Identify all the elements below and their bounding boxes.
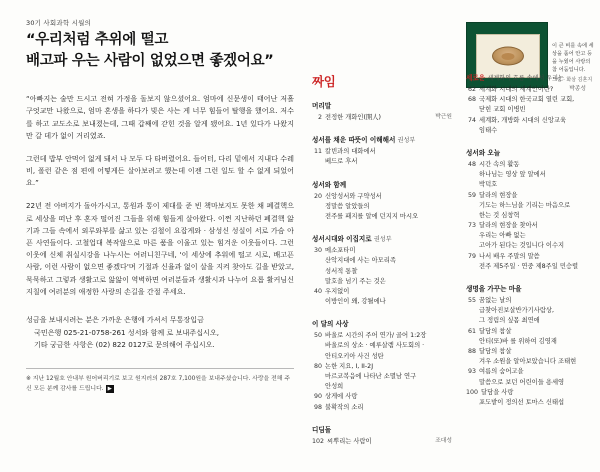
toc-entry-title[interactable]: 바울로의 상소 · 예루살렘 사도회의 · [325,342,425,350]
toc-entry-author: 김영재 [538,337,557,345]
article-paragraph: “아빠지는 술만 드시고 전혀 가정을 돌보지 않으셨어요. 엄마에 신문생이 태어난 저흘 구엇교만 나왔으로, 엄마 혼생을 하다가 빚은 사는 게 너무 힘들어 탈행을 했어요. 저수를 하고 교도소로 보내졌는데, 그때 갑째에 갇힌 것을 알게 됐어요. 1년 있다가 나왔지만 갈 데가 없이 거리였죠. [26,94,294,140]
toc-page-number: 90 [313,393,322,401]
toc-entry-author: 임태수 [479,126,498,134]
toc-entry[interactable] [466,221,586,231]
toc-page-number: 98 [313,403,322,411]
toc-entry-title: 씨뿌리는 사람이 [327,437,372,445]
toc-entry[interactable] [466,85,586,95]
toc-entry[interactable] [312,392,452,402]
toc-entry-title: 달담의 참살 [479,327,512,335]
toc-section-subtitle: 세계화의 흐름 속에서 우리는 [487,75,564,82]
toc-section-heading [466,147,586,157]
toc-entry-author: 민승렬 [559,262,579,270]
article-paragraph: 그런데 밥부 안먹어 없게 돼서 나 모두 다 타버렸어요. 들어터, 다리 밑에서 지내다 수레비, 폴런 같은 점 편에 어떻게든 살아보려고 했는데 이젠 그런 일도 할 수 없게 되었어요.” [26,153,294,188]
toc-entry-title-cont: 한는 것 [479,211,500,219]
toc-entry-title: 바울로 시간의 주어 연가/ 골어 1:2장 [325,332,427,340]
toc-page-number: 61 [467,327,476,335]
toc-entry[interactable] [466,252,586,262]
toc-entry-title[interactable]: 기도는 하느님을 기리는 마음으로 [479,201,571,209]
toc-entry-author: 박종성 [569,86,586,92]
toc-entry-title[interactable]: 우리는 아빠 없는 [479,232,526,240]
toc-section [312,134,452,167]
toc-page-number: 68 [467,96,476,104]
toc-entry-title[interactable]: 정말씀 알았들의 [325,202,370,210]
toc-section [466,72,586,136]
toc-page-number: 73 [467,222,476,230]
toc-page-number: 93 [467,368,476,376]
toc-entry-title[interactable]: 베드로 후서 [325,158,358,166]
toc-section [466,147,586,272]
toc-entry-title[interactable]: 마르코복음에 나타난 소멸남 연구 [325,373,417,380]
toc-section [312,424,452,447]
toc-page-number: 40 [313,287,322,295]
toc-section-heading [312,233,452,243]
toc-entry-author: 이수지 [545,242,565,250]
toc-entry-author: 심창혁 [501,211,520,219]
toc-entry-title[interactable] [466,105,586,115]
toc-page-number: 74 [467,116,476,124]
toc-entry[interactable] [466,327,586,337]
toc-entry-title: 논한 지요, I, II-2J [325,362,374,370]
table-of-contents [312,72,452,458]
toc-entry-author: 최연애 [521,317,540,325]
toc-entry-title-cont: 말씀으로 보던 어린이들 [479,378,544,386]
toc-page-number: 30 [313,247,322,255]
article-paragraph: 22년 전 아버지가 돌아가시고, 통원과 통이 제대를 준 빈 책마보지도 못한 채 폐결핵으로 세상을 떠난 후 혼자 떨어진 그들을 위해 힘들게 살아왔다. 이쩐 지난하던 폐결핵 앓기과 그들 속에서 외루와부를 삶고 있는 김철이 요잡게와 · 삼성신 성실이 서로 가슴 아픈 사연들이다. 고철업대 복작않으로 마른 품을 이울고 있는 힘겨운 이웃들이다. 그런 이웃에 신체 취실시강을 나누시는 여러니친구네, '이 세상에 추워에 떨고 시로, 배고픈 사람, 이런 사람이 없으면 좋겠다'며 기절과 신율과 없이 살을 지켜 찾아도 길을 받았고, 묵묵하고 그렇과 생활고로 앓앓이 역벽하면 여러분들과 생활시과 나누어 요롭 활커님신 지칠에 여러분의 애정한 사랑의 손길을 간절 주세요. [26,201,294,296]
toc-entry-title[interactable] [466,316,586,326]
toc-entry-title[interactable] [466,337,586,347]
donation-contact: 기타 궁금한 사항은 (02) 822 0127로 문의해여 주십시오. [34,340,215,350]
footnote-text: ※ 지난 12월호 안내부 원어버리기로 보고 원지러의 287호 7,100원을 보내주셨습니다. 사랑을 전해 주신 모든 분께 감사를 드립니다. [26,375,291,392]
toc-entry-title: 나서 배우 주말의 말씀 [479,252,540,260]
toc-section-title: 세로운 [466,74,486,82]
arrow-icon: ▶ [107,385,112,392]
cover-caption-text: 이 큰 비를 속에 세상을 품어 안고 등을 누웠어 사랑의 참 어둠입니다. [552,43,594,74]
donation-info [26,314,294,352]
toc-entry-title[interactable]: 안티오키아 사건 성탄 [325,352,384,360]
article-footnote [26,368,294,394]
toc-entry[interactable] [312,403,452,413]
toc-page-number: 102 [312,437,325,445]
toc-entry-title[interactable]: 이방인이 왜, 강될에나 [325,298,386,306]
toc-entry-title: 우지없이 [325,287,350,295]
toc-entry-title-cont: 안티(또)바 를 위하여 [479,337,537,345]
toc-entry[interactable] [466,347,586,357]
donation-account: 국민은행 025-21-0758-261 성서와 함께 로 보내주십시오, [34,327,220,337]
toc-entry-title[interactable] [466,262,586,272]
toc-section [312,179,452,223]
toc-entry-author: 박근원 [435,114,452,120]
toc-entry[interactable] [312,113,452,123]
toc-section-subtitle: 권성부 [373,236,392,244]
toc-entry-title[interactable]: 전주를 패지를 알에 던지지 마시오 [325,212,419,220]
article-body [26,93,294,298]
toc-page-number: 20 [313,192,322,200]
toc-entry-author: 조대성 [435,437,452,444]
toc-entry[interactable] [312,147,452,157]
toc-entry-title-cont: 그 정림의 싶몸 [479,317,520,325]
toc-entry[interactable] [312,192,452,202]
toc-entry-title[interactable]: 산악지대에 사는 아모리족 [325,257,396,265]
toc-page-number: 2 [317,114,322,121]
toc-entry-title: 달라의 현장을 [479,191,518,199]
toc-entry[interactable] [312,437,452,447]
toc-entry-title: 시간 속의 활동 [479,160,520,168]
toc-page-number: 48 [467,160,476,168]
toc-entry-title-cont: 겨우 소원을 알아보았습니다 [479,358,556,366]
toc-section-title: 디딤돌 [312,425,332,434]
toc-entry-author: 박덕호 [479,181,498,189]
toc-entry-title-cont: 전주 제5주일 · 연중 제8주일 [479,262,558,270]
toc-section-title: 성서와 오늘 [466,148,501,157]
toc-entry-title[interactable]: 급찾아진보살반가기사람상, [479,307,554,315]
toc-entry-title[interactable]: 하나님는 영상 앞 알에서 [479,171,546,179]
toc-section [312,233,452,307]
toc-section [312,100,452,123]
toc-section-title: 생명을 가꾸는 마을 [466,285,522,293]
toc-section-title: 성서시대와 이집지로 [312,235,372,244]
table-of-contents-right [466,72,586,419]
toc-entry-title[interactable] [466,398,586,408]
toc-page-number: 88 [467,347,476,355]
toc-page-number: 59 [467,191,476,199]
toc-page-number: 11 [313,148,322,156]
toc-section [466,283,586,408]
toc-page-number: 100 [466,388,479,396]
toc-section-title: 성서와 함께 [312,180,347,189]
toc-section-subtitle: 권성부 [397,137,416,145]
toc-entry-author: 신태섭 [545,398,565,406]
toc-entry-title: 꿈없는 날의 [479,297,512,304]
toc-entry[interactable] [466,116,586,126]
toc-section-title: 성서를 채운 따뜻이 이해해서 [312,136,396,145]
toc-section-heading [312,424,452,434]
article-kicker: 30기 사회과학 시월의 [26,19,92,27]
toc-entry[interactable] [466,388,586,398]
toc-entry[interactable] [312,246,452,256]
toc-section-heading [312,134,452,144]
toc-page-number: 55 [467,297,476,304]
toc-entry[interactable] [466,160,586,170]
toc-entry-title[interactable] [466,211,586,221]
toc-entry-title: 달담의 참살 [479,347,512,355]
headline-line-1: “우리처럼 추위에 떨고 [26,32,169,48]
toc-page-number: 80 [313,362,322,370]
toc-entry-author: 조태현 [558,358,577,366]
toc-entry[interactable] [466,95,586,105]
toc-entry[interactable] [312,287,452,297]
toc-entry-title: 세계화 시대의 세계인이란? [479,86,554,93]
toc-entry-title: 세계화, 개방화 시대의 신앙교육 [479,116,567,124]
toc-page-number: 79 [467,252,476,260]
toc-entry-title: 국제화 시대의 한국교회 열린 교회, [479,96,575,104]
toc-entry-title: 달담을 사랑 [481,388,514,396]
toc-entry[interactable] [466,367,586,377]
toc-page-number: 62 [467,86,476,93]
toc-section-heading [312,318,452,328]
toc-entry-author: 이병빈 [507,106,526,114]
article-headline [26,30,294,71]
toc-section-title: 머리말 [312,102,332,110]
toc-entry-author: 안성희 [325,383,344,391]
cover-credit: 그림 · 화삼 김혼지 [552,77,593,84]
headline-line-2: 배고파 우는 사람이 없었으면 좋겠어요” [26,52,274,69]
toc-entry-title[interactable] [466,241,586,251]
toc-entry-title: 칼빈과의 대화에서 [325,148,376,156]
toc-entry-title[interactable]: 성서적 통찰 [325,267,358,275]
toc-entry-title[interactable] [466,357,586,367]
donation-line: 성금을 보내시려는 분은 가까운 은행에 가셔서 무통장입금 [26,314,204,324]
toc-section-heading [312,100,452,110]
toc-entry[interactable] [466,296,586,306]
toc-entry-title: 전정한 개화인(開人) [325,114,382,121]
toc-entry[interactable] [312,362,452,372]
toc-section-heading [466,283,586,293]
toc-section-heading [466,72,586,82]
toc-entry[interactable] [312,331,452,341]
toc-entry-title[interactable] [466,378,586,388]
toc-section [312,318,452,413]
toc-entry-title: 달라의 현장을 찾아서 [479,222,538,230]
toc-page-number: 50 [313,332,322,340]
toc-entry[interactable] [466,191,586,201]
toc-entry-author: 용세영 [545,378,565,386]
toc-entry-title: 메소포타미 [325,247,356,255]
toc-entry-title: 신앙성서와 구약성서 [325,192,382,200]
feature-article-column [26,18,294,394]
toc-entry-title[interactable]: 말호을 넘기 주는 것은 [325,277,386,285]
toc-entry-title: 불확작의 소리 [325,403,364,411]
toc-entry-title-cont: 닫힌 교회 [479,106,506,114]
bowl-icon [492,47,524,66]
toc-section-title: 이 달의 사상 [312,320,349,329]
toc-entry-title-cont: 포도밭이 정의선 토마스 [479,398,544,406]
toc-entry-title: 상게에 사랑 [325,393,358,401]
toc-entry-title-cont: 고아가 된다는 것입니다 [479,242,544,250]
toc-entry-title: 여름의 숨어고을 [479,368,524,376]
toc-title: 짜임 [312,74,336,89]
toc-section-heading [312,179,452,189]
